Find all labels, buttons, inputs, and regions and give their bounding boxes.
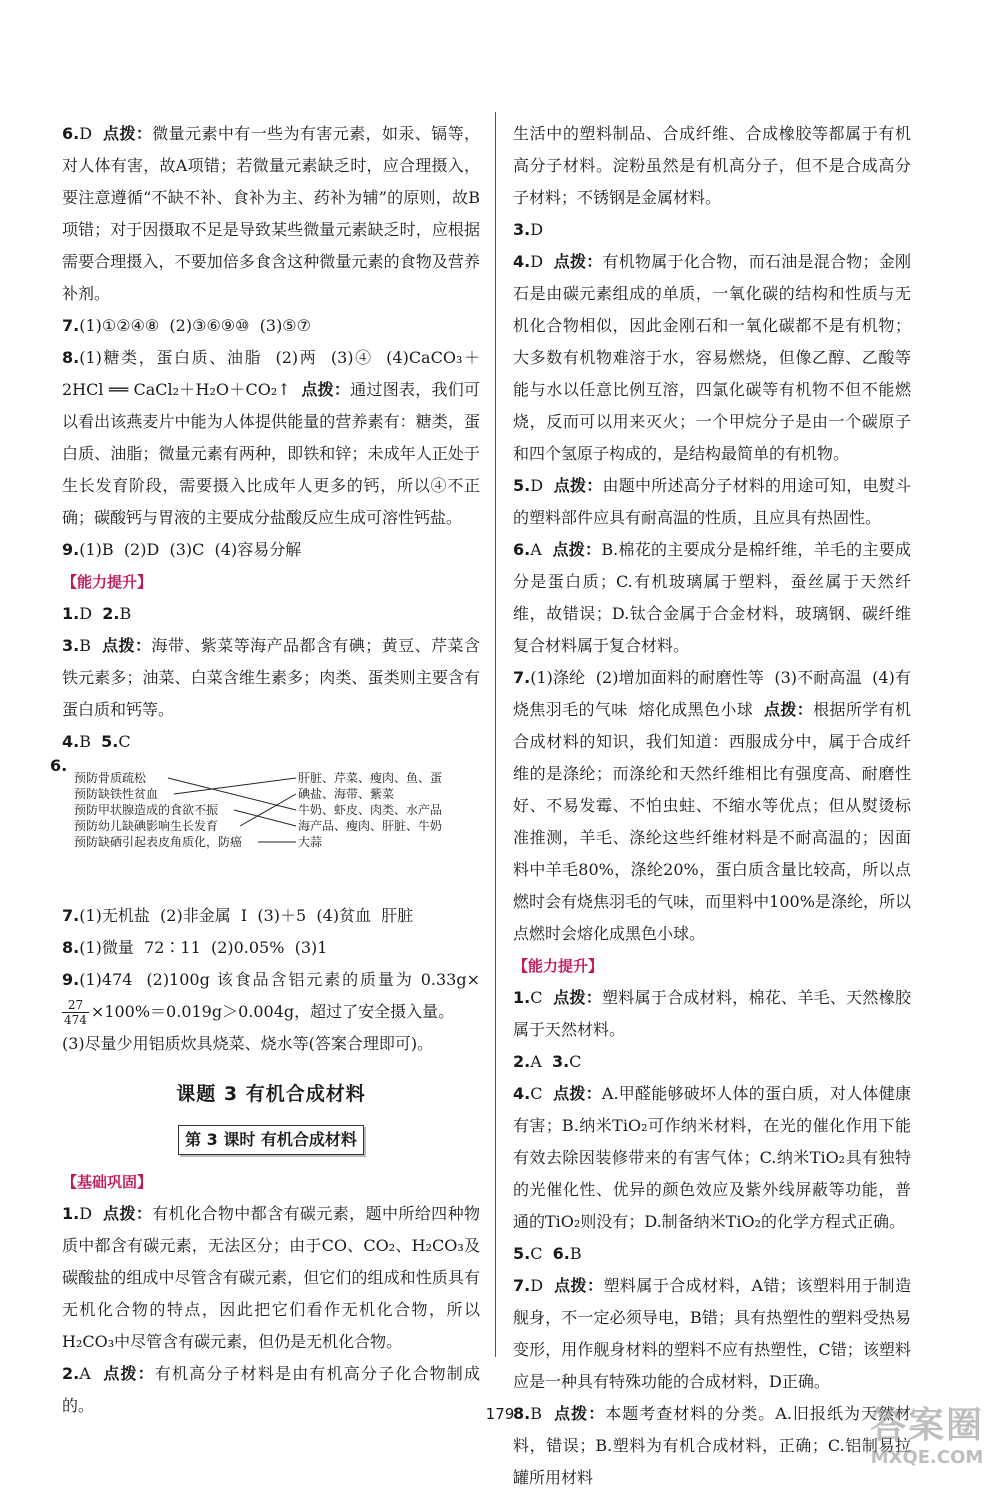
item-text: 塑料属于合成材料，A错；该塑料用于制造舰身，不一定必须导电，B错；具有热塑性的塑料受热易变形，用作舰身材料的塑料不应有热塑性，C错；该塑料应是一种具有特殊功能的合成材料，D正确。 <box>513 1276 911 1391</box>
item-text: C <box>530 1244 553 1263</box>
item-number: 6. <box>552 1244 570 1263</box>
item-number: 4. <box>513 252 531 271</box>
fraction <box>62 998 89 1027</box>
item-number: 8. <box>62 938 80 957</box>
answer-item-r7 <box>513 662 911 950</box>
item-answer: A <box>79 1364 91 1383</box>
item-answer: C <box>530 1084 543 1103</box>
answer-item-7 <box>62 310 480 342</box>
item-number: 9. <box>62 540 80 559</box>
answer-item-s5-6 <box>513 1238 911 1270</box>
item-number: 6. <box>513 540 531 559</box>
match-line <box>240 794 296 826</box>
item-number: 3. <box>513 220 531 239</box>
fraction-denominator: 474 <box>64 1013 87 1027</box>
item-text: B <box>569 1244 582 1263</box>
item-answer: D <box>79 124 93 143</box>
left-column <box>50 118 480 1422</box>
matching-right-item: 肝脏、芹菜、瘦肉、鱼、蛋 <box>298 771 443 785</box>
item-text: 有机高分子材料是由有机高分子化合物制成的。 <box>62 1364 480 1415</box>
hint-label: 点拨： <box>103 1204 153 1223</box>
item-text: 通过图表，我们可以看出该燕麦片中能为人体提供能量的营养素有：糖类，蛋白质、油脂；微量元素有两种，即铁和锌；未成年人正处于生长发育阶段，需要摄入比成年人更多的钙，所以④不正确；碳酸钙与胃液的主要成分盐酸反应生成可溶性钙盐。 <box>62 380 480 527</box>
answer-item-r4 <box>513 246 911 470</box>
answer-item-9b <box>62 964 480 1028</box>
item-answer: C <box>530 988 543 1007</box>
item-number: 5. <box>513 476 531 495</box>
hint-label: 点拨： <box>301 380 351 399</box>
matching-left-item: 预防幼儿缺碘影响生长发育 <box>74 819 219 833</box>
hint-label: 点拨： <box>103 124 153 143</box>
answer-item-8b <box>62 932 480 964</box>
item-number: 2. <box>102 604 120 623</box>
matching-right-item: 大蒜 <box>298 835 323 849</box>
item-answer: A <box>530 540 542 559</box>
page-number: 179 <box>485 1405 515 1423</box>
answer-item-s4 <box>513 1078 911 1238</box>
matching-right-item: 碘盐、海带、紫菜 <box>298 787 395 801</box>
column-divider <box>495 112 496 1357</box>
item-text: C <box>118 732 131 751</box>
watermark-logo <box>870 1405 984 1469</box>
item-text: (3)尽量少用铝质炊具烧菜、烧水等(答案合理即可)。 <box>62 1034 434 1053</box>
item-text: 本题考查材料的分类。A.旧报纸为天然材料，错误；B.塑料为有机合成材料，正确；C.铝制易拉罐所用材料 <box>513 1404 911 1487</box>
answer-item-4-5 <box>62 726 480 758</box>
item-text: (1)474 (2)100g 该食品含铝元素的质量为 0.33g× <box>79 970 480 989</box>
item-number: 1. <box>62 604 80 623</box>
section-heading-basic: 【基础巩固】 <box>62 1173 153 1191</box>
item-answer: D <box>530 1276 544 1295</box>
matching-left-item: 预防缺铁性贫血 <box>74 787 159 801</box>
item-text: A.甲醛能够破坏人体的蛋白质，对人体健康有害；B.纳米TiO₂可作纳米材料，在光的催化作用下能有效去除因装修带来的有害气体；C.纳米TiO₂具有独特的光催化性、优异的颜色效应及紫外线屏蔽等功能，普通的TiO₂则没有；D.制备纳米TiO₂的化学方程式正确。 <box>513 1084 911 1231</box>
lesson-subtitle-wrap <box>62 1124 480 1156</box>
item-number: 8. <box>513 1404 531 1423</box>
fraction-numerator: 27 <box>62 998 89 1013</box>
item-text: A <box>530 1052 552 1071</box>
hint-label: 点拨： <box>553 252 603 271</box>
hint-label: 点拨： <box>102 636 152 655</box>
answer-item-7b <box>62 900 480 932</box>
item-number: 8. <box>62 348 80 367</box>
item-answer: B <box>530 1404 542 1423</box>
answer-item-r3 <box>513 214 911 246</box>
item-text: B.棉花的主要成分是棉纤维，羊毛的主要成分是蛋白质；C.有机玻璃属于塑料，蚕丝属于天然纤维，故错误；D.钛合金属于合金材料，玻璃钢、碳纤维复合材料属于复合材料。 <box>513 540 911 655</box>
item-number: 5. <box>101 732 119 751</box>
answer-item-3 <box>62 630 480 726</box>
item-text: B <box>79 732 102 751</box>
matching-right-list <box>298 770 442 850</box>
matching-left-item: 预防甲状腺造成的食欲不振 <box>74 803 219 817</box>
item-text: B <box>119 604 132 623</box>
item-text: ×100%＝0.019g＞0.004g，超过了安全摄入量。 <box>90 1002 455 1021</box>
answer-item-s2-3 <box>513 1046 911 1078</box>
matching-left-list <box>74 770 242 850</box>
item-number: 3. <box>62 636 80 655</box>
watermark-url: MXQE.COM <box>870 1447 984 1468</box>
item-number: 3. <box>551 1052 570 1071</box>
item-text: (1)无机盐 (2)非金属 I (3)＋5 (4)贫血 肝脏 <box>79 906 414 925</box>
item-answer: B <box>79 636 91 655</box>
item-text: (1)涤纶 (2)增加面料的耐磨性等 (3)不耐高温 (4)有烧焦羽毛的气味 熔化成黑色小球 <box>513 668 911 719</box>
item-number: 1. <box>62 1204 80 1223</box>
item-number: 1. <box>513 988 531 1007</box>
matching-left-item: 预防缺硒引起表皮角质化，防癌 <box>74 835 243 849</box>
item-text: 有机物属于化合物，而石油是混合物；金刚石是由碳元素组成的单质，一氧化碳的结构和性质与无机化合物相似，因此金刚石和一氧化碳都不是有机物；大多数有机物难溶于水，容易燃烧，但像乙醇、乙酸等能与水以任意比例互溶，四氯化碳等有机物不但不能燃烧，反而可以用来灭火；一个甲烷分子是由一个碳原子和四个氢原子构成的，是结构最简单的有机物。 <box>513 252 911 463</box>
section-heading-ability: 【能力提升】 <box>62 573 153 591</box>
watermark-text: 答案圈 <box>869 1405 984 1446</box>
item-text: D <box>79 604 103 623</box>
matching-diagram <box>50 756 480 894</box>
matching-right-item: 牛奶、虾皮、肉类、水产品 <box>298 803 443 817</box>
item-number: 7. <box>62 906 80 925</box>
item-number: 6. <box>62 124 80 143</box>
hint-label: 点拨： <box>553 988 603 1007</box>
item-number: 9. <box>62 970 80 989</box>
answer-item-9b-part3 <box>62 1028 480 1060</box>
hint-label: 点拨： <box>552 540 602 559</box>
hint-label: 点拨： <box>103 1364 155 1383</box>
item-number: 2. <box>513 1052 531 1071</box>
matching-right-item: 海产品、瘦肉、肝脏、牛奶 <box>298 819 443 833</box>
item-number: 2. <box>62 1364 80 1383</box>
item-answer: D <box>530 476 544 495</box>
item-text: 海带、紫菜等海产品都含有碘；黄豆、芹菜含铁元素多；油菜、白菜含维生素多；肉类、蛋类则主要含有蛋白质和钙等。 <box>62 636 480 719</box>
answer-item-s7 <box>513 1270 911 1398</box>
item-answer: D <box>530 252 544 271</box>
item-text: (1)B (2)D (3)C (4)容易分解 <box>79 540 302 559</box>
lesson-title: 课题 3 有机合成材料 <box>176 1083 366 1105</box>
hint-label: 点拨： <box>554 1404 606 1423</box>
hint-label: 点拨： <box>553 476 603 495</box>
item-number: 7. <box>513 1276 531 1295</box>
item-text: (1)糖类，蛋白质、油脂 (2)两 (3)④ (4)CaCO₃＋2HCl ══ CaCl₂＋H₂O＋CO₂↑ <box>62 348 480 399</box>
item-number: 7. <box>62 316 80 335</box>
item-text: (1)①②④⑧ (2)③⑥⑨⑩ (3)⑤⑦ <box>79 316 311 335</box>
item-text: 由题中所述高分子材料的用途可知，电熨斗的塑料部件应具有耐高温的性质，且应具有热固性。 <box>513 476 911 527</box>
answer-item-6 <box>62 118 480 310</box>
item-text: C <box>569 1052 582 1071</box>
item-number: 5. <box>513 1244 531 1263</box>
item-text: 塑料属于合成材料，棉花、羊毛、天然橡胶属于天然材料。 <box>513 988 911 1039</box>
item-number: 4. <box>62 732 80 751</box>
item-text: 微量元素中有一些为有害元素，如汞、镉等，对人体有害，故A项错；若微量元素缺乏时，应合理摄入，要注意遵循“不缺不补、食补为主、药补为辅”的原则，故B项错；对于因摄取不足是导致某些微量元素缺乏时，应根据需要合理摄入，不要加倍多食含这种微量元素的食物及营养补剂。 <box>62 124 480 303</box>
answer-item-8 <box>62 342 480 534</box>
hint-label: 点拨： <box>554 1276 604 1295</box>
item-text: D <box>530 220 544 239</box>
answer-item-r5 <box>513 470 911 534</box>
hint-label: 点拨： <box>553 1084 602 1103</box>
item-text: 有机化合物中都含有碳元素，题中所给四种物质中都含有碳元素，无法区分；由于CO、CO₂、H₂CO₃及碳酸盐的组成中尽管含有碳元素，但它们的组成和性质具有无机化合物的特点，因此把它们看作无机化合物，所以H₂CO₃中尽管含有碳元素，但仍是无机化合物。 <box>62 1204 480 1351</box>
matching-left-item: 预防骨质疏松 <box>74 771 147 785</box>
hint-label: 点拨： <box>764 700 814 719</box>
continued-text: 生活中的塑料制品、合成纤维、合成橡胶等都属于有机高分子材料。淀粉虽然是有机高分子，但不是合成高分子材料；不锈钢是金属材料。 <box>513 124 911 207</box>
answer-item-s1 <box>513 982 911 1046</box>
item-answer: D <box>79 1204 93 1223</box>
lesson-subtitle: 第 3 课时 有机合成材料 <box>178 1125 364 1155</box>
answer-item-1-2 <box>62 598 480 630</box>
answer-item-b1 <box>62 1198 480 1358</box>
item-number: 7. <box>513 668 531 687</box>
item-text: 根据所学有机合成材料的知识，我们知道：西服成分中，属于合成纤维的是涤纶；而涤纶和天然纤维相比有强度高、耐磨性好、不易发霉、不怕虫蛀、不缩水等优点；但从熨烫标准推测，羊毛、涤纶这些纤维材料是不耐高温的；因面料中羊毛80%，涤纶20%，蛋白质含量比较高，所以点燃时会有烧焦羽毛的气味，而里料中100%是涤纶，所以点燃时会熔化成黑色小球。 <box>513 700 911 943</box>
answer-item-9 <box>62 534 480 566</box>
section-heading-ability: 【能力提升】 <box>513 957 604 975</box>
right-column <box>513 118 911 1494</box>
answer-item-r6 <box>513 534 911 662</box>
item-number: 4. <box>513 1084 531 1103</box>
item-number: 6. <box>50 756 68 775</box>
item-text: (1)微量 72∶11 (2)0.05% (3)1 <box>79 938 328 957</box>
